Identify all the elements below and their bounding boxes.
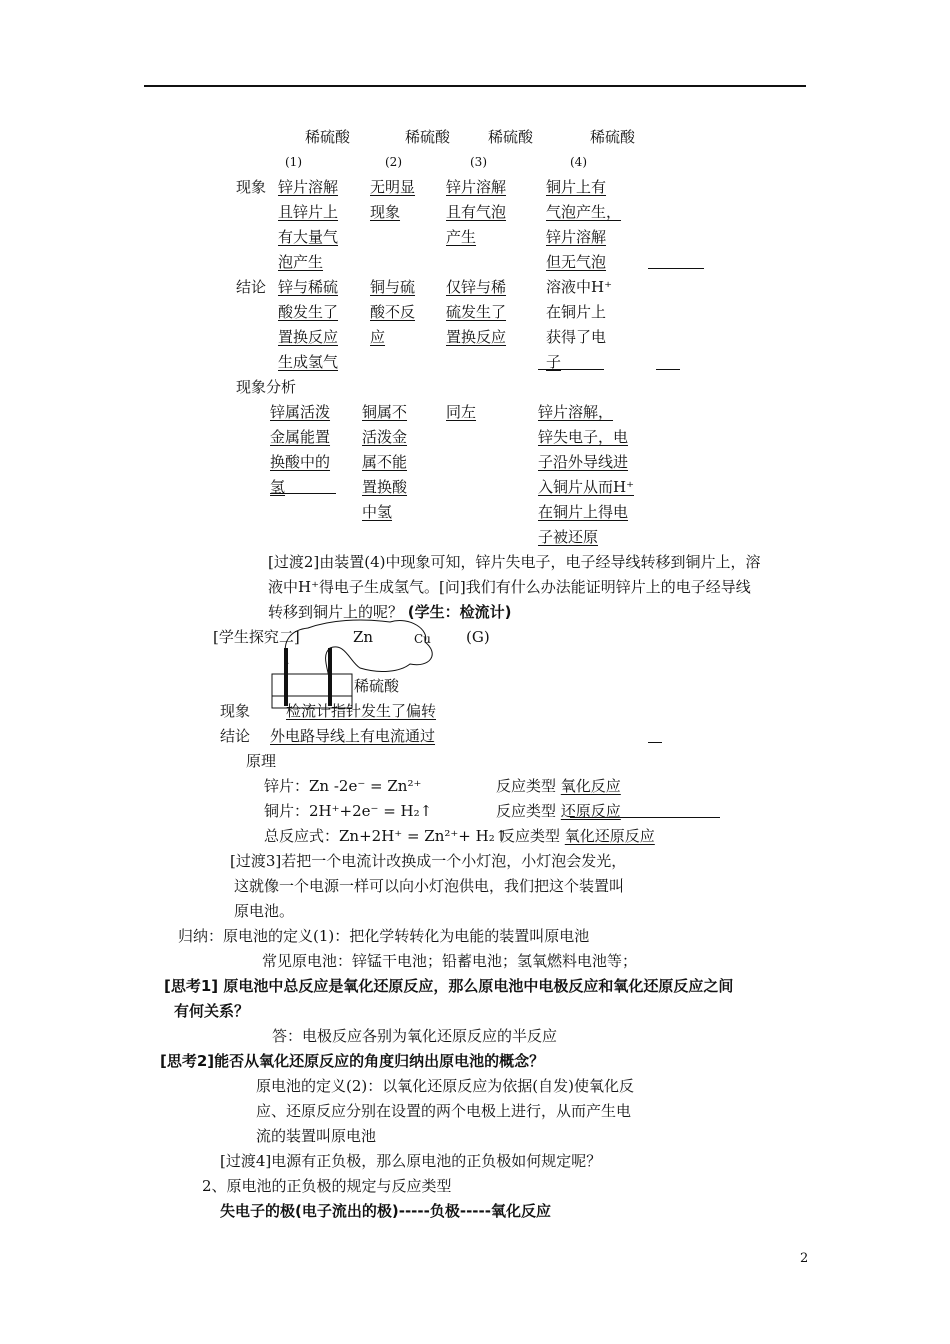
- anal-c4-2: 子沿外导线进: [538, 453, 629, 471]
- row-analysis-label: 现象分析: [236, 378, 297, 396]
- total-type: [500, 827, 655, 845]
- phen-c1-3: 泡产生: [278, 253, 324, 271]
- zn-electrode: [284, 648, 288, 706]
- concl-c1-2: 置换反应: [278, 328, 339, 346]
- anal-c4-1: 锌失电子，电: [538, 428, 629, 446]
- section-2-heading: 2、原电池的正负极的规定与反应类型: [202, 1177, 452, 1195]
- zn-type-label: 反应类型: [496, 777, 557, 795]
- zn-label: Zn: [353, 628, 374, 646]
- blank-line: [648, 268, 704, 269]
- phen-c2-0: 无明显: [370, 178, 416, 196]
- concl-c1-0: 锌与稀硫: [278, 278, 339, 296]
- num-1: (1): [285, 155, 302, 169]
- anal-c2-2: 属不能: [362, 453, 408, 471]
- row-phenomenon-label: 现象: [236, 178, 267, 196]
- acid-label-4: 稀硫酸: [590, 128, 636, 146]
- trans2-line-1: [过渡2]由装置(4)中现象可知，锌片失电子，电子经导线转移到铜片上，溶: [268, 553, 761, 571]
- anal-c2-1: 活泼金: [362, 428, 408, 446]
- def2-line-3: 流的装置叫原电池: [256, 1127, 377, 1145]
- cu-electrode: [328, 648, 332, 706]
- anal-c4-5: 子被还原: [538, 528, 599, 546]
- def2-line-1: 原电池的定义(2)：以氧化还原反应为依据(自发)使氧化反: [256, 1077, 634, 1095]
- concl-c4-0: 溶液中H⁺: [546, 278, 612, 296]
- phen-c1-1: 且锌片上: [278, 203, 339, 221]
- phen-c4-3: 但无气泡: [546, 253, 607, 271]
- zn-equation: 锌片：Zn -2e⁻ = Zn²⁺: [264, 777, 422, 795]
- phen-c1-2: 有大量气: [278, 228, 339, 246]
- trans2-question: 转移到铜片上的呢？: [268, 603, 404, 621]
- phen-c4-2: 锌片溶解: [546, 228, 607, 246]
- explore-label: [学生探究二]: [213, 628, 300, 646]
- anal-c3-0: 同左: [446, 403, 477, 421]
- concl-c3-0: 仅锌与稀: [446, 278, 507, 296]
- anal-c4-0: 锌片溶解，: [538, 403, 614, 421]
- acid-label-1: 稀硫酸: [305, 128, 351, 146]
- acid-beaker-label: 稀硫酸: [354, 677, 400, 695]
- think1-line-1: [思考1] 原电池中总反应是氧化还原反应，那么原电池中电极反应和氧化还原反应之间: [164, 977, 734, 995]
- think2: [思考2]能否从氧化还原反应的角度归纳出原电池的概念？: [160, 1052, 545, 1070]
- anal-c4-4: 在铜片上得电: [538, 503, 629, 521]
- phen-c3-2: 产生: [446, 228, 477, 246]
- anal-c2-4: 中氢: [362, 503, 393, 521]
- blank-line: [538, 369, 604, 370]
- exp-concl-label: 结论: [220, 727, 251, 745]
- num-2: (2): [385, 155, 402, 169]
- galvanometer-label: (G): [466, 628, 490, 646]
- acid-label-2: 稀硫酸: [405, 128, 451, 146]
- zn-type: [496, 777, 621, 795]
- think1-line-2: 有何关系？: [174, 1002, 250, 1020]
- total-type-value: 氧化还原反应: [564, 827, 655, 845]
- concl-c2-2: 应: [370, 328, 386, 346]
- concl-c4-2: 获得了电: [546, 328, 607, 346]
- trans2-student-answer: (学生：检流计): [407, 603, 512, 621]
- def2-line-2: 应、还原反应分别在设置的两个电极上进行，从而产生电: [256, 1102, 632, 1120]
- phen-c4-0: 铜片上有: [546, 178, 607, 196]
- cu-type-value: 还原反应: [560, 802, 621, 820]
- blank-line: [570, 817, 720, 818]
- phen-c3-1: 且有气泡: [446, 203, 507, 221]
- summary-common: 常见原电池：锌锰干电池；铅蓄电池；氢氧燃料电池等；: [262, 952, 638, 970]
- concl-c3-1: 硫发生了: [446, 303, 507, 321]
- anal-c1-3: 氢: [270, 478, 286, 496]
- anal-c1-2: 换酸中的: [270, 453, 331, 471]
- zn-type-value: 氧化反应: [560, 777, 621, 795]
- principle-label: 原理: [246, 752, 277, 770]
- acid-label-3: 稀硫酸: [488, 128, 534, 146]
- anal-c1-0: 锌属活泼: [270, 403, 331, 421]
- phen-c1-0: 锌片溶解: [278, 178, 339, 196]
- exp-concl-text: 外电路导线上有电流通过: [270, 727, 436, 745]
- negative-electrode-rule: 失电子的极(电子流出的极)-----负极-----氧化反应: [220, 1202, 551, 1220]
- num-4: (4): [570, 155, 587, 169]
- concl-c4-1: 在铜片上: [546, 303, 607, 321]
- concl-c4-3: 子: [546, 353, 562, 371]
- anal-c4-3: 入铜片从而H⁺: [538, 478, 634, 496]
- trans2-line-2: 液中H⁺得电子生成氢气。[问]我们有什么办法能证明锌片上的电子经导线: [268, 578, 751, 596]
- row-conclusion-label: 结论: [236, 278, 267, 296]
- blank-line: [656, 369, 680, 370]
- concl-c2-0: 铜与硫: [370, 278, 416, 296]
- cu-type-label: 反应类型: [496, 802, 557, 820]
- blank-line: [270, 493, 336, 494]
- trans3-line-2: 这就像一个电源一样可以向小灯泡供电，我们把这个装置叫: [234, 877, 625, 895]
- cu-label: Cu: [414, 632, 431, 646]
- total-type-label: 反应类型: [500, 827, 561, 845]
- anal-c2-0: 铜属不: [362, 403, 408, 421]
- anal-c2-3: 置换酸: [362, 478, 408, 496]
- blank-line: [648, 742, 662, 743]
- concl-c1-3: 生成氢气: [278, 353, 339, 371]
- concl-c1-1: 酸发生了: [278, 303, 339, 321]
- total-equation: 总反应式：Zn+2H⁺ = Zn²⁺+ H₂↑: [264, 827, 508, 845]
- answer1: 答：电极反应各别为氧化还原反应的半反应: [272, 1027, 558, 1045]
- exp-phen-text: 检流计指针发生了偏转: [286, 702, 437, 720]
- phen-c4-1: 气泡产生，: [546, 203, 622, 221]
- concl-c3-2: 置换反应: [446, 328, 507, 346]
- trans3-line-3: 原电池。: [234, 902, 295, 920]
- summary-def1: 归纳：原电池的定义(1)：把化学转转化为电能的装置叫原电池: [178, 927, 590, 945]
- anal-c1-1: 金属能置: [270, 428, 331, 446]
- trans4: [过渡4]电源有正负极，那么原电池的正负极如何规定呢？: [220, 1152, 602, 1170]
- phen-c3-0: 锌片溶解: [446, 178, 507, 196]
- phen-c2-1: 现象: [370, 203, 401, 221]
- trans3-line-1: [过渡3]若把一个电流计改换成一个小灯泡，小灯泡会发光，: [230, 852, 627, 870]
- header-rule: [144, 85, 806, 87]
- exp-phen-label: 现象: [220, 702, 251, 720]
- cu-equation: 铜片：2H⁺+2e⁻ = H₂↑: [264, 802, 433, 820]
- page-number: 2: [800, 1251, 809, 1266]
- concl-c2-1: 酸不反: [370, 303, 416, 321]
- num-3: (3): [470, 155, 487, 169]
